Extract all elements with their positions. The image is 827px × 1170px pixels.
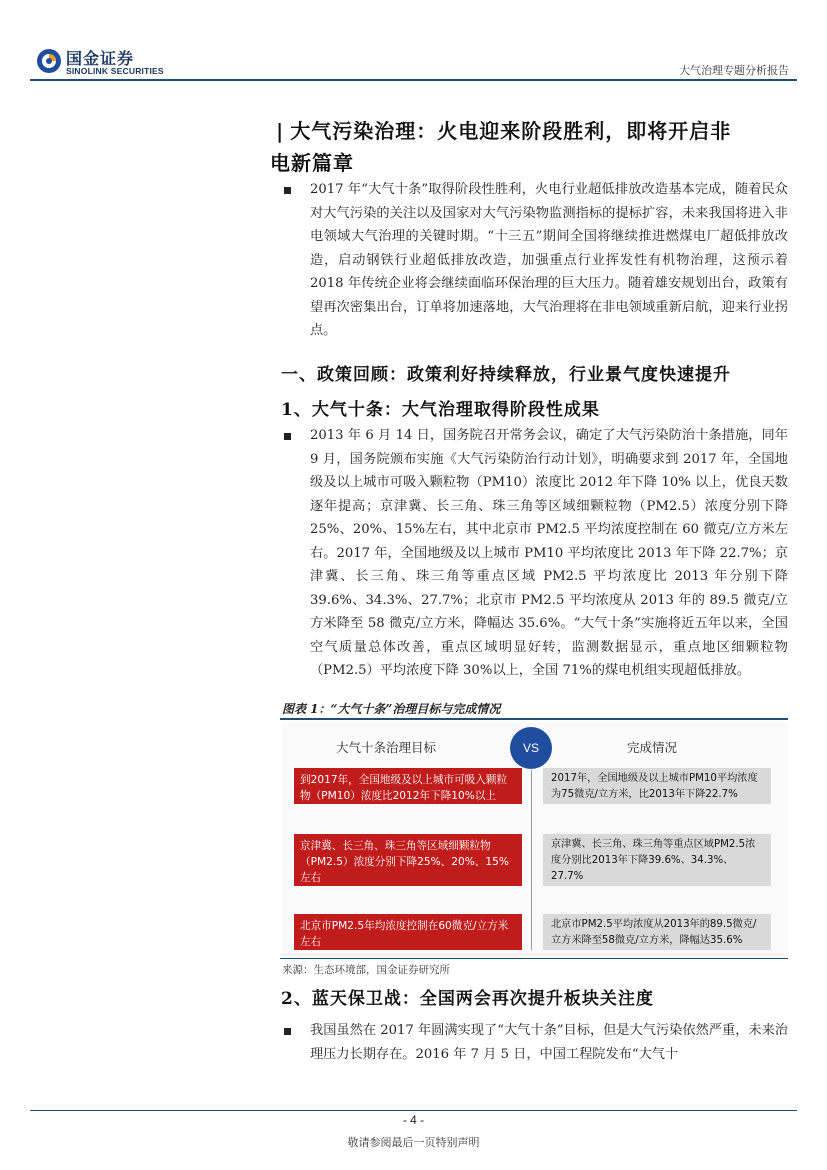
header-divider: [30, 79, 797, 81]
targets-header: 大气十条治理目标: [336, 740, 437, 755]
logo-english-name: SINOLINK SECURITIES: [66, 66, 164, 76]
result-box: 北京市PM2.5平均浓度从2013年的89.5微克/立方米降至58微克/立方米，降幅达35.6%: [543, 914, 771, 950]
blue-sky-paragraph: 我国虽然在 2017 年圆满实现了“大气十条”目标，但是大气污染依然严重，未来治理压力长期存在。2016 年 7 月 5 日，中国工程院发布“大气十: [310, 1023, 788, 1062]
main-heading-line2: 电新篇章: [270, 151, 354, 175]
sub-heading-2: 2、蓝天保卫战：全国两会再次提升板块关注度: [281, 989, 654, 1009]
report-title: 大气治理专题分析报告: [679, 64, 789, 77]
page-number: - 4 -: [402, 1113, 425, 1127]
figure-divider: [531, 770, 532, 950]
intro-paragraph: 2017 年“大气十条”取得阶段性胜利，火电行业超低排放改造基本完成，随着民众对大气污染的关注以及国家对大气污染物监测指标的提标扩容，未来我国将进入非电领域大气治理的关键时期。“十三五”期间全国将继续推进燃煤电厂超低排放改造，启动钢铁行业超低排放改造，加强重点行业挥发性有机物治理，这预示着 2018 年传统企业将会继续面临环保治理的巨大压力。随着雄安规划出台，政策有望再次密集出台，订单将加速落地，大气治理将在非电领域重新启航，迎来行业拐点。: [310, 182, 788, 338]
sinolink-logo-icon: [36, 48, 62, 74]
main-heading-line1: 大气污染治理：火电迎来阶段胜利，即将开启非: [290, 119, 732, 143]
bullet-icon: [284, 187, 291, 194]
vs-badge: VS: [510, 727, 552, 769]
sub-heading-1: 1、大气十条：大气治理取得阶段性成果: [281, 400, 600, 420]
main-heading: [270, 115, 796, 179]
results-header: 完成情况: [627, 740, 678, 755]
bullet-icon: [284, 1028, 291, 1035]
figure-bottom-rule: [280, 958, 788, 959]
section-heading: 一、政策回顾：政策利好持续释放，行业景气度快速提升: [281, 365, 731, 385]
figure-caption: 图表 1：“大气十条”治理目标与完成情况: [282, 702, 501, 716]
result-box: 京津冀、长三角、珠三角等重点区域PM2.5浓度分别比2013年下降39.6%、34.3%、27.7%: [543, 834, 771, 886]
target-box: 北京市PM2.5年均浓度控制在60微克/立方米左右: [294, 914, 522, 950]
bullet-icon: [284, 433, 291, 440]
target-box: 到2017年，全国地级及以上城市可吸入颗粒物（PM10）浓度比2012年下降10%以上: [294, 768, 522, 804]
disclaimer-note: 敬请参阅最后一页特别声明: [347, 1136, 480, 1149]
heading-marker: |: [276, 119, 285, 143]
policy-paragraph: 2013 年 6 月 14 日，国务院召开常务会议，确定了大气污染防治十条措施，同年 9 月，国务院颁布实施《大气污染防治行动计划》，明确要求到 2017 年，全国地级及以上城市可吸入颗粒物（PM10）浓度比 2012 年下降 10% 以上，优良天数逐年提高；京津冀、长三角、珠三角等区域细颗粒物（PM2.5）浓度分别下降 25%、20%、15%左右，其中北京市 PM2.5 平均浓度控制在 60 微克/立方米左右。2017 年，全国地级及以上城市 PM10 平均浓度比 2013 年下降 22.7%；京津冀、长三角、珠三角等重点区域 PM2.5 平均浓度比 2013 年分别下降 39.6%、34.3%、27.7%；北京市 PM2.5 平均浓度从 2013 年的 89.5 微克/立方米降至 58 微克/立方米，降幅达 35.6%。“大气十条”实施将近五年以来，全国空气质量总体改善，重点区域明显好转，监测数据显示，重点地区细颗粒物（PM2.5）平均浓度下降 30%以上，全国 71%的煤电机组实现超低排放。: [310, 428, 788, 678]
footer-divider: [30, 1110, 797, 1111]
figure-top-rule: [280, 718, 788, 720]
logo-chinese-name: 国金证券: [66, 49, 135, 68]
result-box: 2017年，全国地级及以上城市PM10平均浓度为75微克/立方米，比2013年下降22.7%: [543, 768, 771, 804]
figure-source: 来源：生态环境部，国金证券研究所: [282, 964, 450, 976]
target-box: 京津冀、长三角、珠三角等区域细颗粒物（PM2.5）浓度分别下降25%、20%、15%左右: [294, 834, 522, 886]
